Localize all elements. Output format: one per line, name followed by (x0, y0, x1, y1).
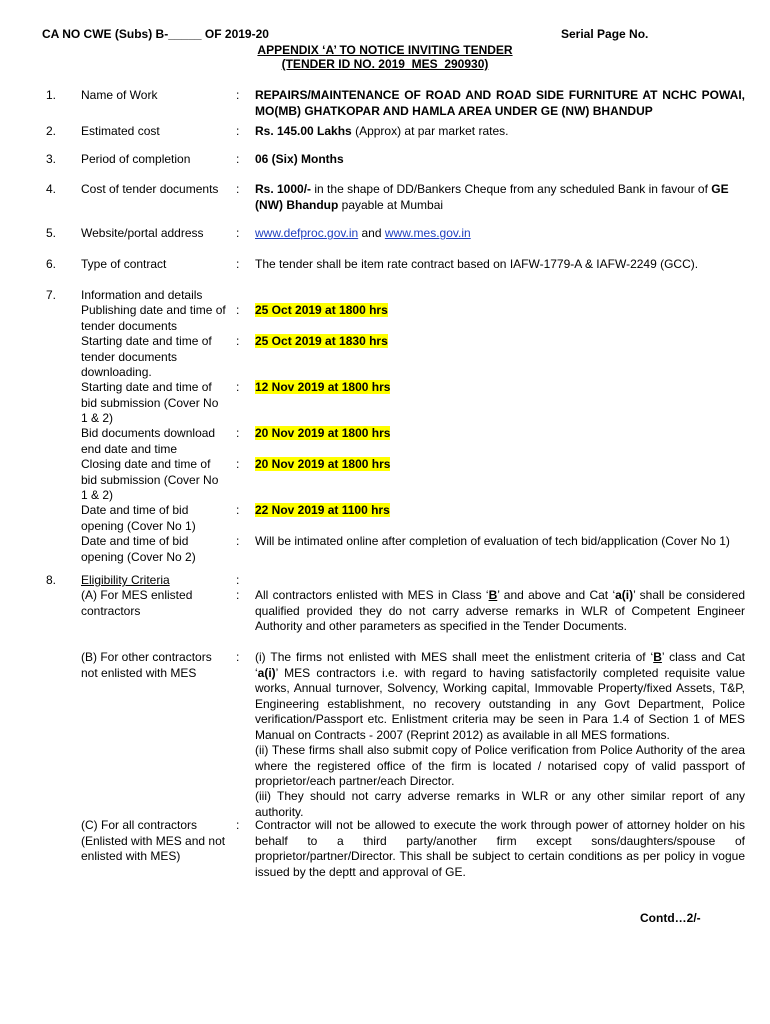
schedule-value-wrap (255, 426, 390, 442)
text-part: ’ class and Cat ‘ (255, 650, 746, 680)
eligibility-text (255, 588, 745, 635)
item-label: Name of Work (81, 88, 158, 102)
item-value: The tender shall be item rate contract based on IAFW-1779-A & IAFW-2249 (GCC). (255, 257, 699, 271)
colon: : (236, 588, 240, 602)
document-cost: Rs. 1000/- (255, 182, 312, 196)
class-b: B (488, 588, 498, 602)
schedule-date: 20 Nov 2019 at 1800 hrs (255, 457, 391, 471)
serial-page-number: Serial Page No. (561, 27, 649, 41)
colon: : (236, 152, 240, 166)
colon: : (236, 573, 240, 587)
cost-amount: Rs. 145.00 Lakhs (255, 124, 352, 138)
item-label: Estimated cost (81, 124, 160, 138)
item-number: 7. (46, 288, 57, 302)
schedule-label: Closing date and time of bid submission (Cover No 1 & 2) (81, 457, 219, 502)
schedule-value-wrap (255, 503, 390, 519)
text-part: (i) The firms not enlisted with MES shall meet the enlistment criteria of ‘ (255, 650, 654, 664)
colon: : (236, 457, 240, 471)
adverse-remarks-text: (iii) They should not carry adverse remarks in WLR or any other similar report of any authority. (255, 789, 745, 819)
schedule-date: 25 Oct 2019 at 1830 hrs (255, 334, 388, 348)
item-label: Information and details (81, 288, 203, 302)
schedule-label: Date and time of bid opening (Cover No 2) (81, 534, 196, 564)
schedule-value-wrap (255, 303, 388, 319)
item-value (255, 226, 745, 242)
item-number: 6. (46, 257, 57, 271)
colon: : (236, 534, 240, 548)
colon: : (236, 182, 240, 196)
item-number: 1. (46, 88, 57, 102)
schedule-label: Publishing date and time of tender documents (81, 303, 226, 333)
item-number: 3. (46, 152, 57, 166)
schedule-note: Will be intimated online after completion of evaluation of tech bid/application (Cover No 1) (255, 534, 730, 548)
colon: : (236, 818, 240, 832)
item-value (255, 182, 745, 213)
item-value: REPAIRS/MAINTENANCE OF ROAD AND ROAD SIDE FURNITURE AT NCHC POWAI, MO(MB) GHATKOPAR AND HAMLA AREA UNDER GE (NW) BHANDUP (255, 88, 745, 118)
schedule-date: 22 Nov 2019 at 1100 hrs (255, 503, 390, 517)
text-part: ’ shall be considered qualified provided they do not carry adverse remarks in WLR of Competent Engineer Authority and other parameters as specified in the Tender Documents. (255, 588, 746, 633)
item-number: 2. (46, 124, 57, 138)
and-text: and (358, 226, 385, 240)
payee-name: GE (NW) Bhandup (255, 182, 729, 212)
item-label: Type of contract (81, 257, 167, 271)
payable-at: payable at Mumbai (338, 197, 444, 212)
text-part: All contractors enlisted with MES in Class ‘ (255, 588, 489, 602)
colon: : (236, 503, 240, 517)
colon: : (236, 226, 240, 240)
schedule-value-wrap (255, 457, 390, 473)
appendix-title: APPENDIX ‘A’ TO NOTICE INVITING TENDER (257, 43, 513, 57)
payment-mode: in the shape of DD/Bankers Cheque from any scheduled Bank in favour of (311, 182, 712, 196)
schedule-date: 25 Oct 2019 at 1800 hrs (255, 303, 388, 317)
schedule-value-wrap (255, 334, 388, 350)
colon: : (236, 426, 240, 440)
colon: : (236, 650, 240, 664)
tender-id-title: (TENDER ID NO. 2019_MES_290930) (281, 57, 489, 71)
schedule-label: Bid documents download end date and time (81, 426, 216, 456)
class-b: B (653, 650, 662, 664)
colon: : (236, 380, 240, 394)
colon: : (236, 88, 240, 102)
colon: : (236, 334, 240, 348)
item-value (255, 124, 745, 140)
cost-note: (Approx) at par market rates. (351, 124, 509, 138)
item-label: Cost of tender documents (81, 182, 219, 196)
schedule-label: Date and time of bid opening (Cover No 1) (81, 503, 196, 533)
item-value: 06 (Six) Months (255, 152, 344, 166)
colon: : (236, 124, 240, 138)
colon: : (236, 257, 240, 271)
text-part: ’ and above and Cat ‘ (497, 588, 616, 602)
cat-ai: a(i) (615, 588, 634, 602)
item-number: 8. (46, 573, 57, 587)
item-number: 4. (46, 182, 57, 196)
text-part: ’ MES contractors i.e. with regard to having satisfactorily completed requisite value works, Annual turnover, Solvency, Working capital, Immovable Property/fixed Assets, T&P, Engineering establishment, no recovery outstanding in any Govt Department, Police verification/Passport etc. Enlistment criteria may be seen in Para 1.4 of Section 1 of MES Manual on Contracts - 2007 (Reprint 2012) as available in all MES formations. (255, 665, 745, 742)
cat-ai: a(i) (257, 665, 276, 680)
continued-marker: Contd…2/- (640, 911, 701, 925)
item-label: Period of completion (81, 152, 191, 166)
item-label: Website/portal address (81, 226, 204, 240)
colon: : (236, 303, 240, 317)
mes-link[interactable]: www.mes.gov.in (384, 226, 471, 240)
eligibility-label: (C) For all contractors (Enlisted with MES and not enlisted with MES) (81, 818, 226, 863)
item-number: 5. (46, 226, 57, 240)
eligibility-text (255, 650, 745, 743)
schedule-label: Starting date and time of tender documents downloading. (81, 334, 212, 379)
schedule-value-wrap (255, 380, 390, 396)
item-label: Eligibility Criteria (81, 573, 170, 587)
eligibility-text: Contractor will not be allowed to execute the work through power of attorney holder on his behalf to a third party/another firm except sons/daughters/spouse of proprietor/partner/Director. This shall be subject to certain conditions as per policy in vogue issued by the deptt and approval of GE. (255, 818, 745, 879)
schedule-date: 12 Nov 2019 at 1800 hrs (255, 380, 391, 394)
schedule-label: Starting date and time of bid submission (Cover No 1 & 2) (81, 380, 219, 425)
contract-number: CA NO CWE (Subs) B-_____ OF 2019-20 (42, 27, 269, 41)
police-verification-text: (ii) These firms shall also submit copy of Police verification from Police Authority of the area where the registered office of the firm is located / notarised copy of valid passport of proprietor/each partner/each Director. (255, 743, 745, 788)
eligibility-label: (A) For MES enlisted contractors (81, 588, 193, 618)
eligibility-label: (B) For other contractors not enlisted with MES (81, 650, 212, 680)
defproc-link[interactable]: www.defproc.gov.in (255, 226, 359, 240)
schedule-date: 20 Nov 2019 at 1800 hrs (255, 426, 391, 440)
